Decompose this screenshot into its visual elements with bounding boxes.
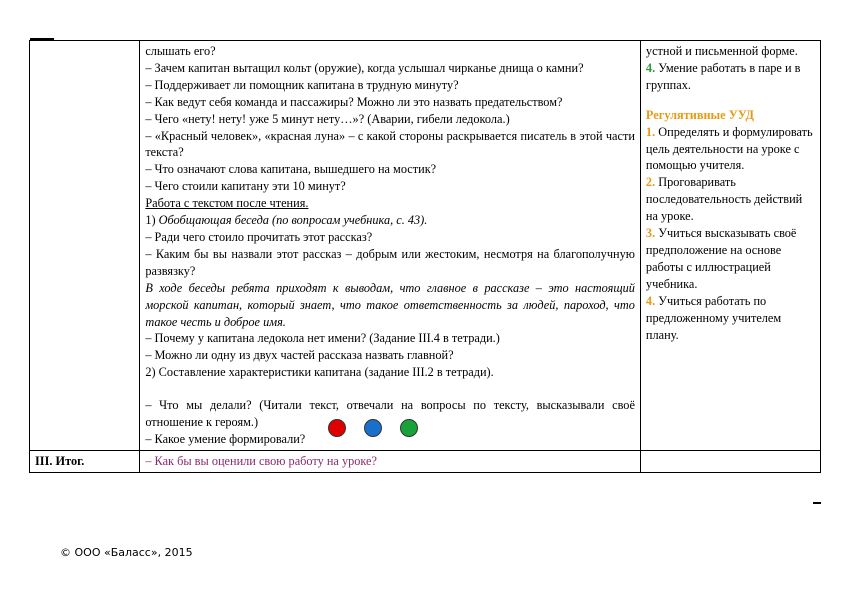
uud-item-text: Определять и формулировать цель деятельности на уроке с помощью учителя. bbox=[645, 124, 813, 173]
question-line: – «Красный человек», «красная луна» – с какой стороны раскрывается писатель в этой части текста? bbox=[145, 128, 635, 160]
copyright-footer: © ООО «Баласс», 2015 bbox=[60, 546, 193, 559]
uud-item bbox=[646, 60, 815, 94]
uud-item bbox=[646, 225, 815, 293]
table-row bbox=[30, 41, 821, 451]
conclusion-text: В ходе беседы ребята приходят к выводам, что главное в рассказе – это настоящий морской капитан, который знает, что такое ответственность за людей, пароход, что такое честь и доброе имя. bbox=[145, 280, 635, 329]
question-line: – Зачем капитан вытащил кольт (оружие), когда услышал чирканье днища о камни? bbox=[145, 60, 584, 75]
question-line: слышать его? bbox=[145, 44, 216, 58]
red-circle-icon bbox=[328, 419, 346, 437]
task-line: 2) Составление характеристики капитана (задание III.2 в тетради). bbox=[145, 365, 494, 380]
methods-cell bbox=[140, 41, 641, 451]
uud-item bbox=[646, 293, 815, 344]
uud-item bbox=[646, 174, 815, 225]
blue-circle-icon bbox=[364, 419, 382, 437]
after-reading-heading: Работа с текстом после чтения. bbox=[145, 196, 309, 211]
uud-item-number: 2. bbox=[645, 175, 656, 190]
uud-item-text: Учиться высказывать своё предположение на основе работы с иллюстрацией учебника. bbox=[645, 226, 797, 291]
uud-item-number: 4. bbox=[645, 293, 656, 308]
color-circles bbox=[308, 432, 408, 448]
reflection-question-2 bbox=[145, 431, 635, 448]
uud-cell bbox=[640, 41, 820, 451]
spacer bbox=[145, 381, 635, 397]
question-line: – Как ведут себя команда и пассажиры? Можно ли это назвать предательством? bbox=[145, 94, 563, 109]
question-line: – Можно ли одну из двух частей рассказа назвать главной? bbox=[145, 348, 454, 363]
uud-item-number: 1. bbox=[645, 124, 656, 139]
reflection-question-text: – Какое умение формировали? bbox=[145, 431, 306, 446]
question-line: – Чего стоили капитану эти 10 минут? bbox=[145, 179, 346, 194]
stage-cell-empty bbox=[30, 41, 140, 451]
uud-item-number: 3. bbox=[645, 226, 656, 241]
empty-cell bbox=[640, 451, 820, 473]
question-line: – Ради чего стоило прочитать этот рассказ? bbox=[145, 229, 373, 244]
question-line: – Чего «нету! нету! уже 5 минут нету…»? (Аварии, гибели ледокола.) bbox=[145, 111, 510, 126]
question-line: – Почему у капитана ледокола нет имени? (Задание III.4 в тетради.) bbox=[145, 331, 500, 346]
green-circle-icon bbox=[400, 419, 418, 437]
question-line: – Каким бы вы назвали этот рассказ – добрым или жестоким, несмотря на благополучную развязку? bbox=[145, 246, 635, 278]
uud-item-text: Проговаривать последовательность действий на уроке. bbox=[645, 175, 803, 224]
question-line: – Что означают слова капитана, вышедшего на мостик? bbox=[145, 162, 437, 177]
uud-item bbox=[646, 124, 815, 175]
table-corner-mark bbox=[813, 502, 821, 504]
table-row bbox=[30, 451, 821, 473]
uud-item-text: Учиться работать по предложенному учителем плану. bbox=[645, 293, 782, 342]
reflection-question: – Что мы делали? (Читали текст, отвечали на вопросы по тексту, высказывали своё отношение к героям.) bbox=[145, 398, 635, 430]
stage-label: III. Итог. bbox=[30, 451, 140, 473]
uud-item-number: 4. bbox=[645, 60, 656, 75]
regulative-uud-heading: Регулятивные УУД bbox=[645, 107, 754, 122]
uud-item-text: Умение работать в паре и в группах. bbox=[645, 60, 801, 92]
uud-text: устной и письменной форме. bbox=[645, 44, 798, 58]
stage-question: – Как бы вы оценили свою работу на уроке? bbox=[140, 451, 641, 473]
summary-number: 1) bbox=[145, 213, 156, 228]
summary-title: Обобщающая беседа (по вопросам учебника, с. 43). bbox=[158, 213, 428, 228]
lesson-plan-table bbox=[29, 40, 821, 473]
summary-heading bbox=[145, 212, 635, 229]
question-line: – Поддерживает ли помощник капитана в трудную минуту? bbox=[145, 77, 459, 92]
